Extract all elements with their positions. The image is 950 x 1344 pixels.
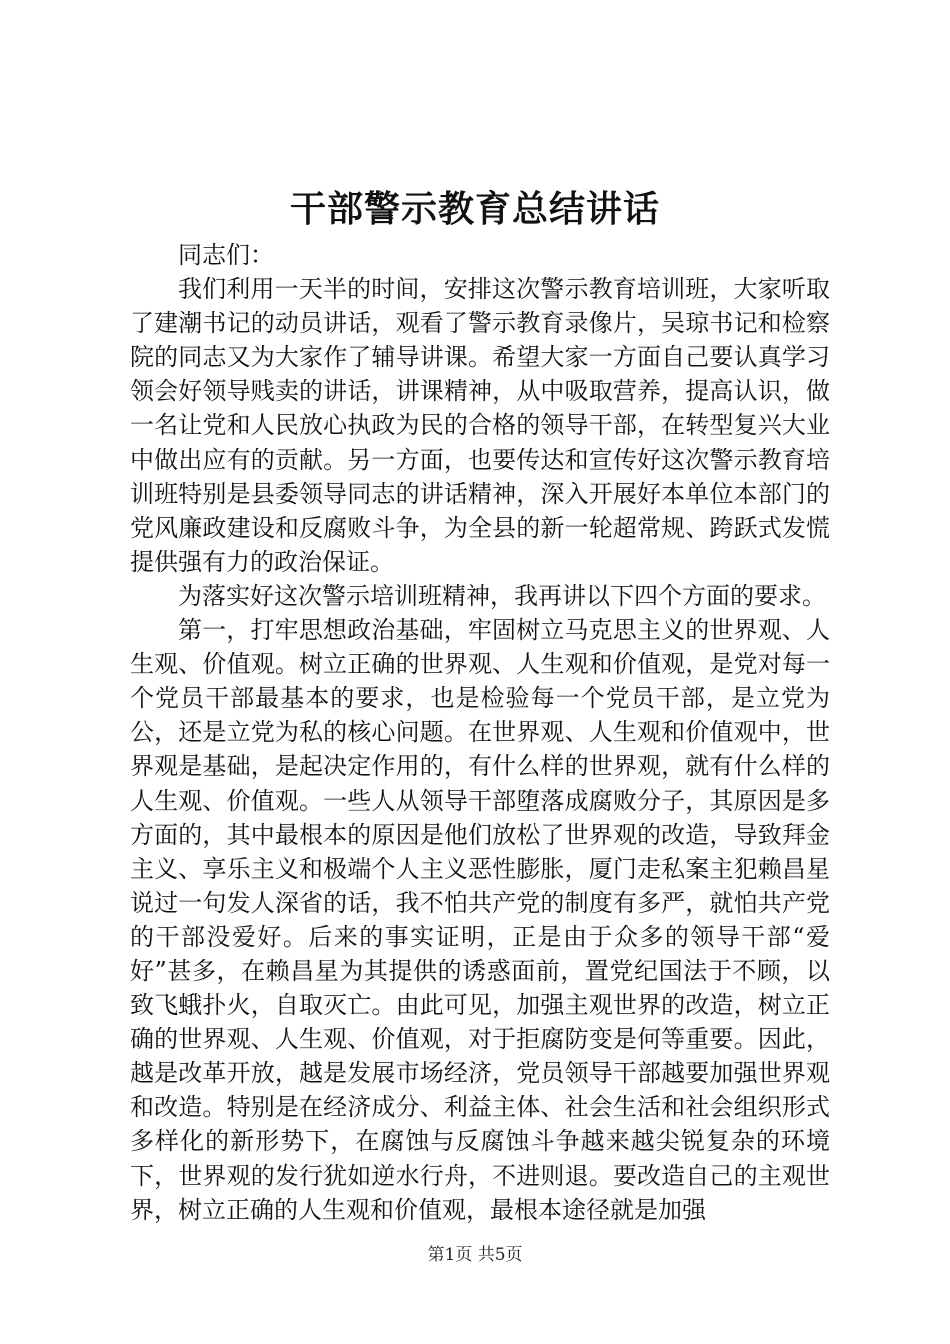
body-paragraph: 我们利用一天半的时间，安排这次警示教育培训班，大家听取了建潮书记的动员讲话，观看了警示教育录像片，吴琼书记和检察院的同志又为大家作了辅导讲课。希望大家一方面自己要认真学习领会好领导贱卖的讲话，讲课精神，从中吸取营养，提高认识，做一名让党和人民放心执政为民的合格的领导干部，在转型复兴大业中做出应有的贡献。另一方面，也要传达和宣传好这次警示教育培训班特别是县委领导同志的讲话精神，深入开展好本单位本部门的党风廉政建设和反腐败斗争，为全县的新一轮超常规、跨跃式发慌提供强有力的政治保证。 <box>130 275 830 576</box>
body-paragraph: 第一，打牢思想政治基础，牢固树立马克思主义的世界观、人生观、价值观。树立正确的世界观、人生观和价值观，是党对每一个党员干部最基本的要求，也是检验每一个党员干部，是立党为公，还是立党为私的核心问题。在世界观、人生观和价值观中，世界观是基础，是起决定作用的，有什么样的世界观，就有什么样的人生观、价值观。一些人从领导干部堕落成腐败分子，其原因是多方面的，其中最根本的原因是他们放松了世界观的改造，导致拜金主义、享乐主义和极端个人主义恶性膨胀，厦门走私案主犯赖昌星说过一句发人深省的话，我不怕共产党的制度有多严，就怕共产党的干部没爱好。后来的事实证明，正是由于众多的领导干部“爱好”甚多，在赖昌星为其提供的诱惑面前，置党纪国法于不顾，以致飞蛾扑火，自取灭亡。由此可见，加强主观世界的改造，树立正确的世界观、人生观、价值观，对于拒腐防变是何等重要。因此，越是改革开放，越是发展市场经济，党员领导干部越要加强世界观和改造。特别是在经济成分、利益主体、社会生活和社会组织形式多样化的新形势下，在腐蚀与反腐蚀斗争越来越尖锐复杂的环境下，世界观的发行犹如逆水行舟，不进则退。要改造自己的主观世界，树立正确的人生观和价值观，最根本途径就是加强 <box>130 616 830 1224</box>
body-paragraph: 为落实好这次警示培训班精神，我再讲以下四个方面的要求。 <box>178 581 826 610</box>
page-number-footer: 第1页 共5页 <box>427 1245 523 1265</box>
document-title: 干部警示教育总结讲话 <box>289 188 660 230</box>
salutation-paragraph: 同志们： <box>178 241 274 269</box>
document-body <box>130 238 830 1227</box>
